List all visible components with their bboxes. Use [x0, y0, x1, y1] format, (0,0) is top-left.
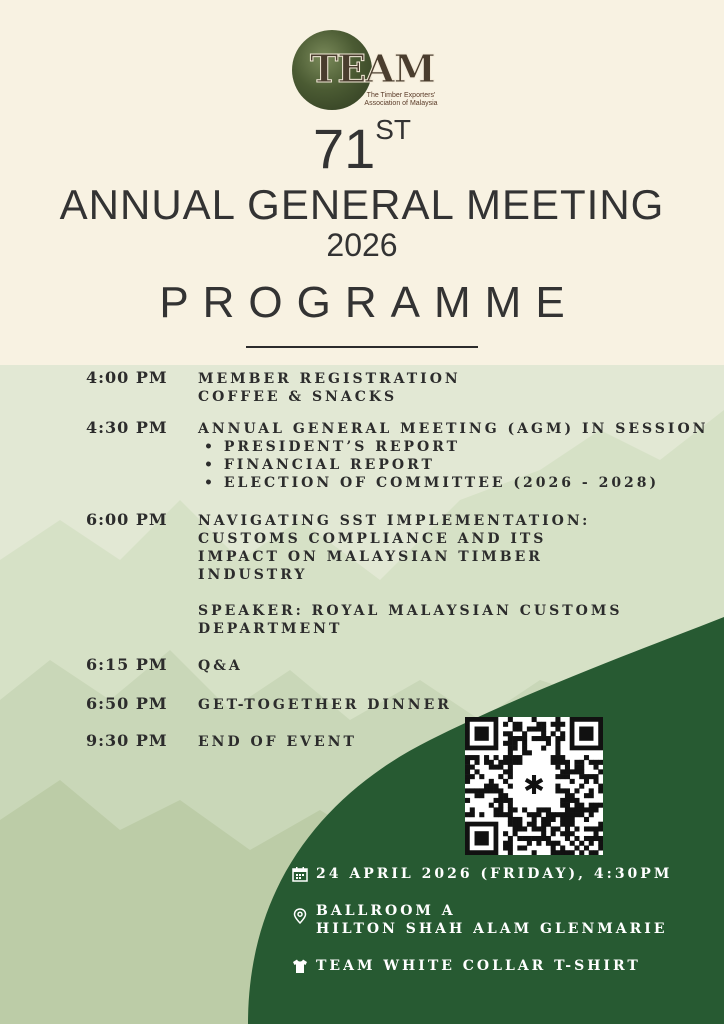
qr-code[interactable] — [465, 717, 603, 855]
schedule-time: 4:30 PM — [86, 418, 168, 437]
logo-subtitle: The Timber Exporters' Association of Malaysia — [364, 92, 438, 107]
meeting-number: 71ST — [312, 114, 412, 180]
meeting-year: 2026 — [326, 227, 398, 263]
speaker-line: DEPARTMENT — [198, 621, 343, 637]
date-text: 24 APRIL 2026 (FRIDAY), 4:30PM — [316, 866, 673, 882]
schedule-description: END OF EVENT — [198, 734, 357, 750]
asterisk-logo-icon: ✱ — [516, 768, 552, 804]
schedule-description: GET-TOGETHER DINNER — [198, 697, 452, 713]
title-divider — [246, 346, 478, 348]
bullet-item: • FINANCIAL REPORT — [204, 457, 435, 473]
schedule-time: 9:30 PM — [86, 731, 168, 750]
tshirt-icon — [292, 958, 308, 974]
schedule-time: 6:15 PM — [86, 655, 168, 674]
speaker-line: SPEAKER: ROYAL MALAYSIAN CUSTOMS — [198, 603, 623, 619]
programme-title: PROGRAMME — [159, 278, 579, 327]
schedule-time: 4:00 PM — [86, 368, 168, 387]
schedule-description: MEMBER REGISTRATION COFFEE & SNACKS — [198, 371, 461, 405]
schedule-time: 6:00 PM — [86, 510, 168, 529]
schedule-description: ANNUAL GENERAL MEETING (AGM) IN SESSION • PRESIDENT’S REPORT • FINANCIAL REPORT • ELECTION OF COMMITTEE (2026 - 2028) — [198, 421, 709, 491]
bullet-item: • PRESIDENT’S REPORT — [204, 439, 461, 455]
meeting-title: ANNUAL GENERAL MEETING — [59, 181, 665, 228]
bullet-item: • ELECTION OF COMMITTEE (2026 - 2028) — [204, 475, 660, 491]
schedule-time: 6:50 PM — [86, 694, 168, 713]
venue-text: BALLROOM A HILTON SHAH ALAM GLENMARIE — [316, 903, 668, 937]
ordinal-suffix: ST — [375, 114, 412, 145]
dress-code-text: TEAM WHITE COLLAR T-SHIRT — [316, 958, 641, 974]
location-pin-icon — [292, 908, 308, 924]
schedule-description: NAVIGATING SST IMPLEMENTATION: CUSTOMS COMPLIANCE AND ITS IMPACT ON MALAYSIAN TIMBER INDUSTRY SPEAKER: ROYAL MALAYSIAN CUSTOMS DEPARTMENT — [198, 513, 623, 637]
logo-text: TEAM — [310, 46, 435, 91]
team-logo — [288, 28, 440, 112]
schedule-description: Q&A — [198, 658, 243, 674]
calendar-icon — [292, 866, 308, 882]
